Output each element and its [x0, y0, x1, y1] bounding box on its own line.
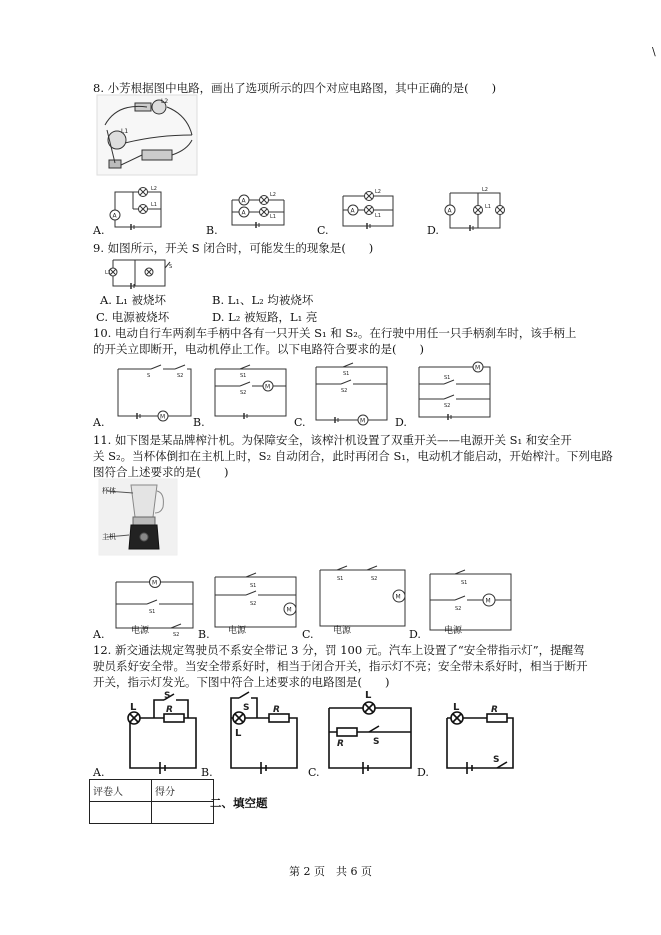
score-header: 得分 — [152, 780, 214, 802]
q8-option-a-label: A. — [93, 224, 105, 237]
q8-option-c-label: C. — [317, 224, 329, 237]
svg-text:A: A — [447, 207, 452, 215]
svg-text:S2: S2 — [177, 373, 184, 379]
svg-text:M: M — [485, 597, 491, 605]
svg-text:S2: S2 — [250, 601, 257, 607]
q10-option-c-label: C. — [294, 416, 306, 429]
q9-choice-a: A. L₁ 被烧坏 — [100, 293, 167, 307]
q10-option-c-circuit — [311, 362, 393, 424]
q8-option-a-circuit — [103, 187, 173, 232]
score-table — [89, 779, 214, 824]
svg-text:S2: S2 — [173, 632, 180, 638]
q8-option-c-circuit — [333, 188, 403, 233]
svg-text:S2: S2 — [444, 403, 451, 409]
q12-option-d-circuit — [437, 688, 521, 774]
q11-option-b-label: B. — [198, 628, 210, 641]
q12-option-b-label: B. — [201, 766, 213, 779]
svg-text:R: R — [337, 739, 344, 749]
q11-d-power-label: 电源 — [444, 626, 463, 636]
svg-text:M: M — [160, 413, 166, 421]
svg-text:L2: L2 — [161, 98, 169, 105]
juicer-cup-label: 杯体 — [102, 487, 116, 495]
svg-text:M: M — [360, 417, 366, 425]
svg-text:M: M — [152, 579, 158, 587]
svg-text:S2: S2 — [240, 390, 247, 396]
svg-text:S2: S2 — [455, 606, 462, 612]
q8-option-b-label: B. — [206, 224, 218, 237]
q11-option-d-circuit — [425, 566, 517, 634]
q10-option-b-circuit — [210, 364, 292, 422]
score-cell[interactable] — [152, 802, 214, 824]
q10-option-d-circuit — [414, 359, 496, 421]
svg-text:M: M — [286, 606, 292, 614]
svg-text:S1: S1 — [149, 609, 156, 615]
svg-text:L: L — [235, 728, 242, 739]
q11-c-power-label: 电源 — [333, 626, 352, 636]
svg-text:S2: S2 — [371, 576, 378, 582]
q10-option-a-circuit — [113, 364, 195, 422]
corner-mark: \ — [652, 45, 656, 58]
q11-option-a-circuit — [111, 570, 199, 636]
svg-text:L: L — [130, 702, 137, 713]
svg-text:S1: S1 — [461, 580, 468, 586]
question-10-line-2: 的开关立即断开，电动机停止工作。以下电路符合要求的是( ) — [93, 342, 424, 356]
question-12-line-2: 驶员系好安全带。当安全带系好时，相当于闭合开关，指示灯不亮；安全带未系好时，相当于断开 — [93, 659, 588, 673]
svg-text:A: A — [112, 212, 117, 220]
page-footer: 第 2 页 共 6 页 — [289, 865, 372, 878]
svg-text:L2: L2 — [375, 189, 381, 195]
q10-option-d-label: D. — [395, 416, 407, 429]
svg-text:L1: L1 — [270, 214, 276, 220]
q11-option-c-circuit — [315, 562, 411, 634]
question-11-line-2: 关 S₂。当杯体倒扣在主机上时，S₂ 自动闭合，此时再闭合 S₁，电动机才能启动，开始榨汁。下列电路 — [93, 449, 613, 463]
svg-text:S: S — [373, 737, 380, 747]
grader-header: 评卷人 — [90, 780, 152, 802]
q9-choice-b: B. L₁、L₂ 均被烧坏 — [212, 293, 314, 307]
svg-text:S2: S2 — [341, 388, 348, 394]
grader-cell[interactable] — [90, 802, 152, 824]
svg-text:L1: L1 — [375, 213, 381, 219]
svg-text:S1: S1 — [337, 576, 344, 582]
svg-text:A: A — [241, 209, 246, 217]
svg-text:L1: L1 — [105, 270, 111, 276]
svg-text:M: M — [395, 593, 401, 601]
svg-text:A: A — [241, 197, 246, 205]
q8-option-d-circuit — [440, 188, 510, 233]
svg-text:S: S — [164, 691, 171, 701]
svg-text:R: R — [166, 705, 173, 715]
question-11-line-3: 图符合上述要求的是( ) — [93, 465, 229, 479]
q11-option-a-label: A. — [93, 628, 105, 641]
q9-choice-c: C. 电源被烧坏 — [96, 310, 170, 324]
svg-text:L: L — [365, 690, 372, 701]
q12-option-b-circuit — [221, 688, 305, 774]
q10-option-b-label: B. — [193, 416, 205, 429]
svg-text:S1: S1 — [343, 371, 350, 377]
q11-option-c-label: C. — [302, 628, 314, 641]
svg-text:L: L — [453, 702, 460, 713]
question-12-line-1: 12. 新交通法规定驾驶员不系安全带记 3 分，罚 100 元。汽车上设置了“安全带指示灯”，提醒驾 — [93, 643, 585, 657]
svg-text:S: S — [147, 373, 151, 379]
svg-text:S: S — [493, 755, 500, 765]
q8-option-d-label: D. — [427, 224, 439, 237]
q11-a-power-label: 电源 — [131, 626, 150, 636]
svg-text:L1: L1 — [121, 128, 129, 135]
svg-text:A: A — [350, 207, 355, 215]
svg-text:M: M — [265, 383, 271, 391]
question-12-line-3: 开关，指示灯发光。下图中符合上述要求的电路图是( ) — [93, 675, 390, 689]
q8-photo-circuit — [97, 95, 197, 175]
question-9-text: 9. 如图所示，开关 S 闭合时，可能发生的现象是( ) — [93, 241, 374, 255]
svg-text:S1: S1 — [444, 375, 451, 381]
svg-text:S1: S1 — [250, 583, 257, 589]
q12-option-d-label: D. — [417, 766, 429, 779]
q12-option-c-label: C. — [308, 766, 320, 779]
svg-text:L2: L2 — [482, 187, 488, 193]
q11-option-b-circuit — [210, 563, 302, 633]
question-11-line-1: 11. 如下图是某品牌榨汁机。为保障安全，该榨汁机设置了双重开关——电源开关 S₁ 和安全开 — [93, 433, 572, 447]
q12-option-a-label: A. — [93, 766, 105, 779]
question-10-line-1: 10. 电动自行车两刹车手柄中各有一只开关 S₁ 和 S₂。在行驶中用任一只手柄刹车时，该手柄上 — [93, 326, 577, 340]
svg-text:S: S — [169, 264, 173, 270]
svg-text:S: S — [243, 703, 250, 713]
q9-circuit — [105, 256, 175, 290]
q12-option-c-circuit — [323, 688, 417, 774]
section-title: 二、填空题 — [210, 796, 268, 810]
q11-b-power-label: 电源 — [228, 626, 247, 636]
q10-option-a-label: A. — [93, 416, 105, 429]
svg-text:L1: L1 — [485, 204, 491, 210]
juicer-base-label: 主机 — [102, 533, 116, 541]
svg-text:M: M — [475, 364, 481, 372]
svg-text:L1: L1 — [151, 202, 157, 208]
q12-option-a-circuit — [120, 688, 204, 774]
question-8-text: 8. 小芳根据图中电路，画出了选项所示的四个对应电路图，其中正确的是( ) — [93, 81, 497, 95]
svg-text:R: R — [491, 705, 498, 715]
svg-text:S1: S1 — [240, 373, 247, 379]
svg-text:R: R — [273, 705, 280, 715]
q11-option-d-label: D. — [409, 628, 421, 641]
q9-choice-d: D. L₂ 被短路，L₁ 亮 — [212, 310, 318, 324]
svg-text:L2: L2 — [270, 192, 276, 198]
svg-text:L2: L2 — [151, 186, 157, 192]
q8-option-b-circuit — [222, 190, 294, 235]
